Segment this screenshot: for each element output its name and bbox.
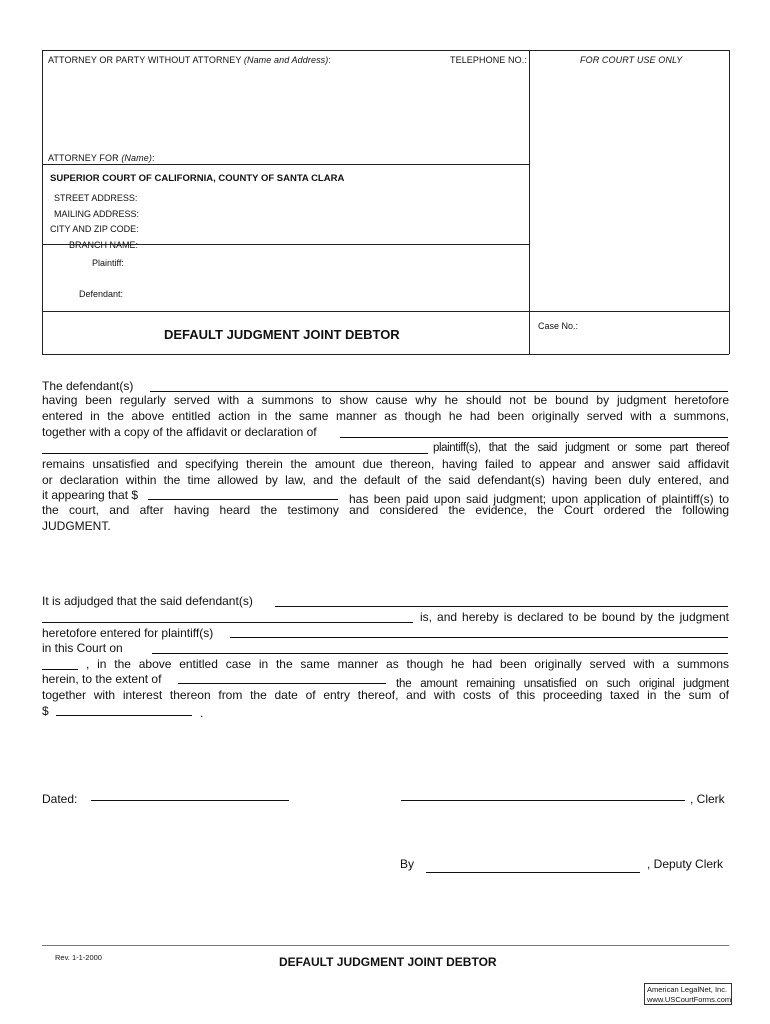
p2-line-6b: the amount remaining unsatisfied on such original judgment <box>396 678 729 690</box>
caption-bottom-border <box>42 354 729 355</box>
telephone-label: TELEPHONE NO.: <box>450 55 527 65</box>
p2-line-5: , in the above entitled case in the same manner as though he had been originally served with a summons <box>86 657 729 671</box>
caption-right-border <box>729 50 730 354</box>
form-title: DEFAULT JUDGMENT JOINT DEBTOR <box>164 327 400 342</box>
p2-line-4: in this Court on <box>42 641 123 655</box>
p2-line-7: together with interest thereon from the date of entry thereof, and with costs of this proceeding taxed in the sum of <box>42 688 729 702</box>
p2-line-8b: . <box>200 706 204 720</box>
p1-line-5: plaintiff(s), that the said judgment or some part thereof <box>433 442 729 454</box>
p1-line-4: together with a copy of the affidavit or declaration of <box>42 425 317 439</box>
costs-blank[interactable] <box>56 715 192 716</box>
p1-line-7: or declaration within the time allowed by law, and the default of the said defendant(s) having been duly entered, and <box>42 473 729 487</box>
title-row-divider <box>42 311 729 312</box>
dated-blank[interactable] <box>91 800 289 801</box>
revision-date: Rev. 1-1-2000 <box>55 953 102 962</box>
p2-line-1: It is adjudged that the said defendant(s) <box>42 594 253 608</box>
court-date-blank-2[interactable] <box>42 669 78 670</box>
attorney-for-label: ATTORNEY FOR (Name): <box>48 153 155 163</box>
p1-line-9: the court, and after having heard the testimony and considered the evidence, the Court ordered the following <box>42 503 729 517</box>
mailing-address-label: MAILING ADDRESS: <box>54 209 140 219</box>
defendant-label: Defendant: <box>79 289 124 299</box>
caption-top-border <box>42 50 729 51</box>
adjudged-defendant-blank-1[interactable] <box>275 606 728 607</box>
affiant-blank-2[interactable] <box>42 453 428 454</box>
clerk-label: , Clerk <box>690 792 725 806</box>
p1-line-2: having been regularly served with a summons to show cause why he should not be bound by judgment heretofore <box>42 393 729 407</box>
city-zip-label: CITY AND ZIP CODE: <box>50 224 139 234</box>
dated-label: Dated: <box>42 792 78 806</box>
plaintiffs-blank[interactable] <box>230 637 728 638</box>
attorney-label: ATTORNEY OR PARTY WITHOUT ATTORNEY (Name and Address): <box>48 55 331 65</box>
court-date-blank-1[interactable] <box>152 653 728 654</box>
p1-line-8a: it appearing that $ <box>42 488 139 502</box>
plaintiff-label: Plaintiff: <box>92 258 124 268</box>
p1-line-8b: has been paid upon said judgment; upon application of plaintiff(s) to <box>349 492 729 506</box>
caption-left-border <box>42 50 43 354</box>
case-number-label: Case No.: <box>538 321 579 331</box>
footer-title: DEFAULT JUDGMENT JOINT DEBTOR <box>279 955 497 969</box>
p1-line-10: JUDGMENT. <box>42 519 111 533</box>
adjudged-defendant-blank-2[interactable] <box>42 622 413 623</box>
publisher-name: American LegalNet, Inc. <box>647 985 728 994</box>
court-use-divider <box>529 50 530 354</box>
p2-line-3: heretofore entered for plaintiff(s) <box>42 626 214 640</box>
p2-line-6a: herein, to the extent of <box>42 672 162 686</box>
affiant-blank-1[interactable] <box>340 437 728 438</box>
publisher-url: www.USCourtForms.com <box>647 995 732 1004</box>
p1-line-3: entered in the above entitled action in the same manner as though he had been originally served with a summons, <box>42 409 729 423</box>
by-label: By <box>400 857 415 871</box>
p2-line-2: is, and hereby is declared to be bound by the judgment <box>420 610 729 624</box>
court-use-label: FOR COURT USE ONLY <box>580 55 683 65</box>
extent-blank[interactable] <box>178 683 386 684</box>
deputy-clerk-label: , Deputy Clerk <box>647 857 724 871</box>
p2-line-8a: $ <box>42 704 49 718</box>
defendants-label: The defendant(s) <box>42 379 134 393</box>
clerk-signature-line[interactable] <box>401 800 685 801</box>
branch-name-label: BRANCH NAME: <box>69 240 139 250</box>
amount-paid-blank[interactable] <box>148 499 338 500</box>
publisher-box <box>644 983 732 1005</box>
street-address-label: STREET ADDRESS: <box>54 193 138 203</box>
p1-line-6: remains unsatisfied and specifying therein the amount due thereon, having failed to appear and answer said affidavit <box>42 457 729 471</box>
court-row-divider <box>42 164 529 165</box>
deputy-signature-line[interactable] <box>426 872 640 873</box>
court-name: SUPERIOR COURT OF CALIFORNIA, COUNTY OF SANTA CLARA <box>50 173 345 184</box>
footer-rule <box>42 945 729 946</box>
